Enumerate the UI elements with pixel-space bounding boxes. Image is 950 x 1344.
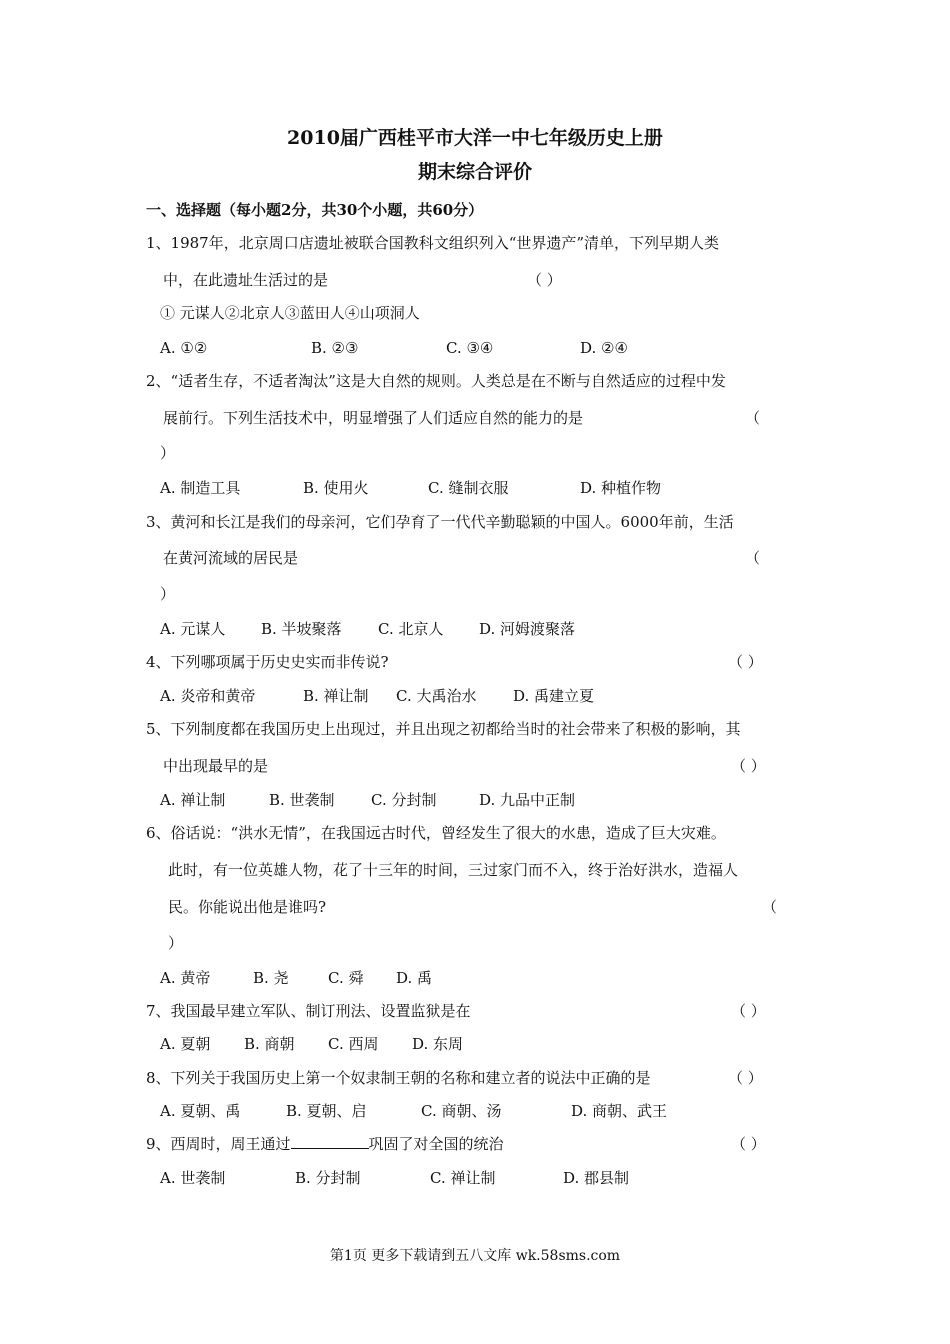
question-5-option-a: A. 禅让制: [160, 791, 226, 809]
question-6-paren-close: ）: [168, 934, 184, 952]
question-2-paren-close: ）: [160, 444, 176, 462]
question-1-sub-items: ① 元谋人②北京人③蓝田人④山项洞人: [160, 304, 420, 322]
question-4-option-d: D. 禹建立夏: [513, 687, 595, 705]
question-9-answer-paren: （ ）: [731, 1135, 766, 1153]
question-5-answer-paren: （ ）: [731, 757, 766, 775]
question-7-answer-paren: （ ）: [731, 1002, 766, 1020]
question-7-option-b: B. 商朝: [244, 1035, 295, 1053]
question-1-line-1: 1、1987年，北京周口店遗址被联合国教科文组织列入“世界遗产”清单，下列早期人类: [146, 234, 720, 252]
question-1-option-b: B. ②③: [311, 339, 359, 357]
question-1-option-a: A. ①②: [160, 339, 208, 357]
question-3-paren-open: （: [745, 549, 761, 567]
question-5-line-2: 中出现最早的是: [163, 757, 269, 775]
question-9-option-b: B. 分封制: [295, 1169, 361, 1187]
question-5-option-b: B. 世袭制: [269, 791, 335, 809]
question-9-text-after-blank: 巩固了对全国的统治: [368, 1135, 504, 1153]
question-6-line-2: 此时，有一位英雄人物，花了十三年的时间，三过家门而不入，终于治好洪水，造福人: [168, 861, 739, 879]
question-7-option-c: C. 西周: [328, 1035, 379, 1053]
question-8-option-c: C. 商朝、汤: [421, 1102, 502, 1120]
question-3-option-c: C. 北京人: [378, 620, 444, 638]
question-9-option-d: D. 郡县制: [563, 1169, 630, 1187]
question-2-option-a: A. 制造工具: [160, 479, 241, 497]
question-3-option-a: A. 元谋人: [160, 620, 226, 638]
question-2-line-1: 2、“适者生存，不适者淘汰”这是大自然的规则。人类总是在不断与自然适应的过程中发: [146, 372, 726, 390]
question-4-answer-paren: （ ）: [728, 653, 763, 671]
page-title: 2010届广西桂平市大洋一中七年级历史上册: [287, 127, 663, 149]
question-4-option-c: C. 大禹治水: [396, 687, 477, 705]
question-4-option-b: B. 禅让制: [303, 687, 369, 705]
question-9-option-a: A. 世袭制: [160, 1169, 226, 1187]
question-6-line-3: 民。你能说出他是谁吗?: [168, 898, 327, 916]
question-6-line-1: 6、俗话说：“洪水无情”，在我国远古时代，曾经发生了很大的水患，造成了巨大灾难。: [146, 824, 726, 842]
question-1-option-d: D. ②④: [580, 339, 628, 357]
question-1-answer-paren: （ ）: [527, 271, 562, 289]
question-4-line-1: 4、下列哪项属于历史史实而非传说?: [146, 653, 389, 671]
question-3-paren-close: ）: [160, 585, 176, 603]
question-9-line-1: [146, 1134, 504, 1154]
question-9-text-before-blank: 9、西周时，周王通过: [146, 1135, 291, 1153]
question-2-option-b: B. 使用火: [303, 479, 369, 497]
question-3-option-d: D. 河姆渡聚落: [479, 620, 576, 638]
question-9-fill-blank: [291, 1134, 369, 1149]
question-5-option-d: D. 九品中正制: [479, 791, 576, 809]
page-footer: 第1页 更多下载请到五八文库 wk.58sms.com: [329, 1248, 621, 1264]
question-8-answer-paren: （ ）: [728, 1069, 763, 1087]
question-5-line-1: 5、下列制度都在我国历史上出现过，并且出现之初都给当时的社会带来了积极的影响，其: [146, 720, 741, 738]
page-subtitle: 期末综合评价: [417, 161, 532, 183]
section-heading: 一、选择题（每小题2分，共30个小题，共60分）: [146, 201, 484, 219]
question-7-option-d: D. 东周: [412, 1035, 464, 1053]
question-2-paren-open: （: [745, 409, 761, 427]
question-9-option-c: C. 禅让制: [430, 1169, 496, 1187]
question-2-line-2: 展前行。下列生活技术中，明显增强了人们适应自然的能力的是: [163, 409, 584, 427]
question-8-option-b: B. 夏朝、启: [286, 1102, 367, 1120]
question-7-option-a: A. 夏朝: [160, 1035, 211, 1053]
question-8-option-d: D. 商朝、武王: [571, 1102, 668, 1120]
question-8-line-1: 8、下列关于我国历史上第一个奴隶制王朝的名称和建立者的说法中正确的是: [146, 1069, 651, 1087]
question-6-option-d: D. 禹: [396, 969, 433, 987]
question-6-option-c: C. 舜: [328, 969, 364, 987]
question-8-option-a: A. 夏朝、禹: [160, 1102, 241, 1120]
question-2-option-d: D. 种植作物: [580, 479, 662, 497]
question-4-option-a: A. 炎帝和黄帝: [160, 687, 256, 705]
question-3-line-1: 3、黄河和长江是我们的母亲河，它们孕育了一代代辛勤聪颖的中国人。6000年前，生活: [146, 513, 734, 531]
question-3-line-2: 在黄河流域的居民是: [163, 549, 299, 567]
question-1-line-2: 中，在此遗址生活过的是: [163, 271, 329, 289]
question-6-paren-open: （: [762, 898, 778, 916]
question-5-option-c: C. 分封制: [371, 791, 437, 809]
question-3-option-b: B. 半坡聚落: [261, 620, 342, 638]
question-6-option-b: B. 尧: [253, 969, 289, 987]
question-7-line-1: 7、我国最早建立军队、制订刑法、设置监狱是在: [146, 1002, 471, 1020]
question-2-option-c: C. 缝制衣服: [428, 479, 509, 497]
question-1-option-c: C. ③④: [446, 339, 494, 357]
question-6-option-a: A. 黄帝: [160, 969, 211, 987]
